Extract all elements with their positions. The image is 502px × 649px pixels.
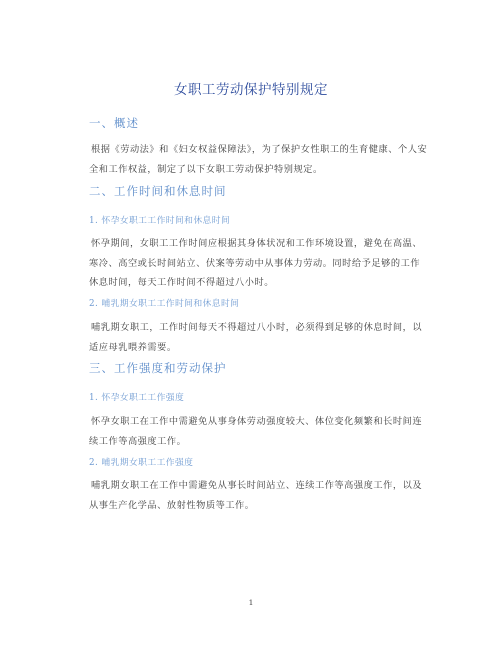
subsection-heading-pregnant-hours: 1. 怀孕女职工工作时间和休息时间 bbox=[89, 216, 231, 226]
section-heading-overview: 一、概述 bbox=[89, 116, 139, 130]
page-number: 1 bbox=[248, 598, 254, 607]
subsection-heading-nursing-intensity: 2. 哺乳期女职工工作强度 bbox=[89, 458, 194, 468]
subsection-paragraph-pregnant-intensity: 怀孕女职工在工作中需避免从事身体劳动强度较大、体位变化频繁和长时间连续工作等高强度工作。 bbox=[89, 416, 423, 447]
subsection-paragraph-nursing-intensity: 哺乳期女职工在工作中需避免从事长时间站立、连续工作等高强度工作，以及从事生产化学品、放射性物质等工作。 bbox=[89, 480, 423, 511]
subsection-heading-pregnant-intensity: 1. 怀孕女职工工作强度 bbox=[89, 393, 185, 403]
section-heading-work-intensity: 三、工作强度和劳动保护 bbox=[89, 361, 227, 375]
section-paragraph-overview: 根据《劳动法》和《妇女权益保障法》，为了保护女性职工的生育健康、个人安全和工作权益，制定了以下女职工劳动保护特别规定。 bbox=[89, 144, 428, 175]
section-heading-work-hours: 二、工作时间和休息时间 bbox=[89, 184, 227, 198]
subsection-paragraph-nursing-hours: 哺乳期女职工，工作时间每天不得超过八小时，必须得到足够的休息时间，以适应母乳喂养需要。 bbox=[89, 322, 423, 353]
subsection-heading-nursing-hours: 2. 哺乳期女职工工作时间和休息时间 bbox=[89, 299, 240, 309]
subsection-paragraph-pregnant-hours: 怀孕期间，女职工工作时间应根据其身体状况和工作环境设置，避免在高温、寒冷、高空或长时间站立、伏案等劳动中从事体力劳动。同时给予足够的工作休息时间，每天工作时间不得超过八小时。 bbox=[89, 238, 423, 288]
document-title: 女职工劳动保护特别规定 bbox=[174, 82, 328, 98]
